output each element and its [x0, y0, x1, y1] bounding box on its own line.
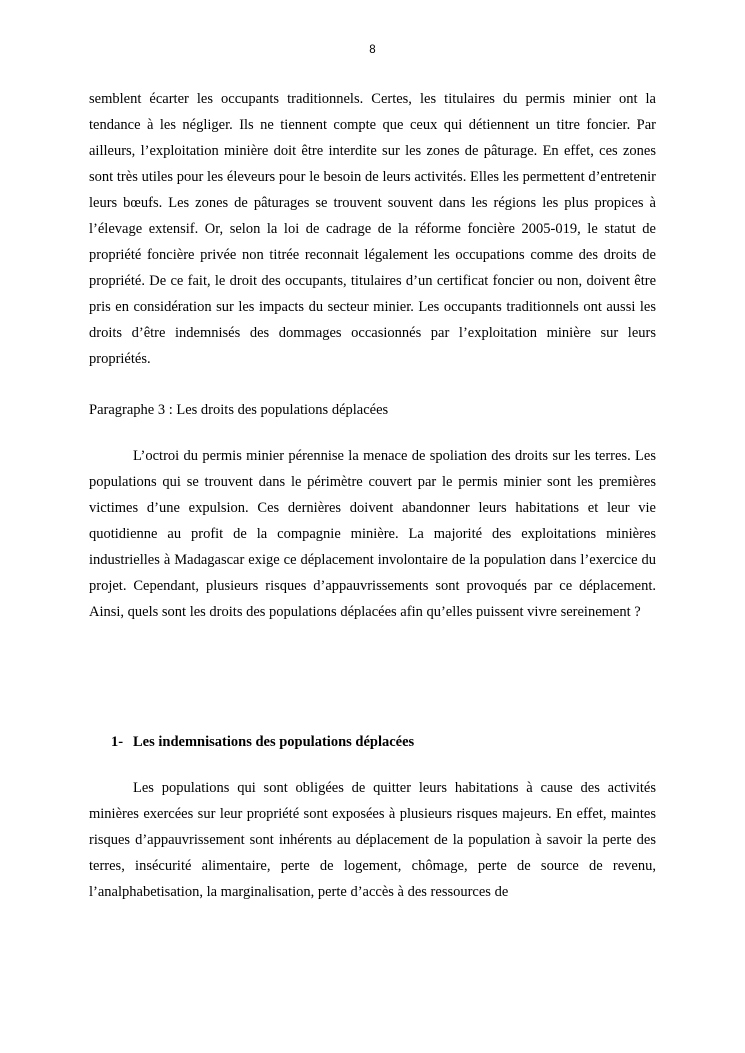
section-1-heading	[111, 729, 414, 755]
body-paragraph-indemnisations: Les populations qui sont obligées de quitter leurs habitations à cause des activités minières exercées sur leur propriété sont exposées à plusieurs risques majeurs. En effet, maintes risques d’appauvrissement sont inhérents au déplacement de la population à savoir la perte des terres, insécurité alimentaire, perte de logement, chômage, perte de source de revenu, l’analphabetisation, la marginalisation, perte d’accès à des ressources de	[89, 780, 656, 900]
body-paragraph-displaced: L’octroi du permis minier pérennise la menace de spoliation des droits sur les terres. Les populations qui se trouvent dans le périmètre couvert par le permis minier sont les premières victimes d’une expulsion. Ces dernières doivent abandonner leurs habitations et leur vie quotidienne au profit de la compagnie minière. La majorité des exploitations minières industrielles à Madagascar exige ce déplacement involontaire de la population dans l’exercice du projet. Cependant, plusieurs risques d’appauvrissements sont provoqués par ce déplacement. Ainsi, quels sont les droits des populations déplacées afin qu’elles puissent vivre sereinement ?	[89, 448, 656, 620]
page-number: 8	[369, 44, 376, 56]
section-1-title: Les indemnisations des populations déplacées	[133, 734, 415, 750]
body-paragraph-occupants: semblent écarter les occupants traditionnels. Certes, les titulaires du permis minier ont la tendance à les négliger. Ils ne tiennent compte que ceux qui détiennent un titre foncier. Par ailleurs, l’exploitation minière doit être interdite sur les zones de pâturage. En effet, ces zones sont très utiles pour les éleveurs pour le besoin de leurs activités. Elles les permettent d’entretenir leurs bœufs. Les zones de pâturages se trouvent souvent dans les régions les plus propices à l’élevage extensif. Or, selon la loi de cadrage de la réforme foncière 2005-019, le statut de propriété foncière privée non titrée reconnait légalement les occupations comme des droits de propriété. De ce fait, le droit des occupants, titulaires d’un certificat foncier ou non, doivent être pris en considération sur les impacts du secteur minier. Les occupants traditionnels ont aussi les droits d’être indemnisés des dommages occasionnés par l’exploitation minière sur leurs propriétés.	[89, 91, 656, 367]
paragraph-3-title: Paragraphe 3 : Les droits des populations déplacées	[89, 402, 389, 418]
section-1-number: 1-	[111, 734, 124, 750]
